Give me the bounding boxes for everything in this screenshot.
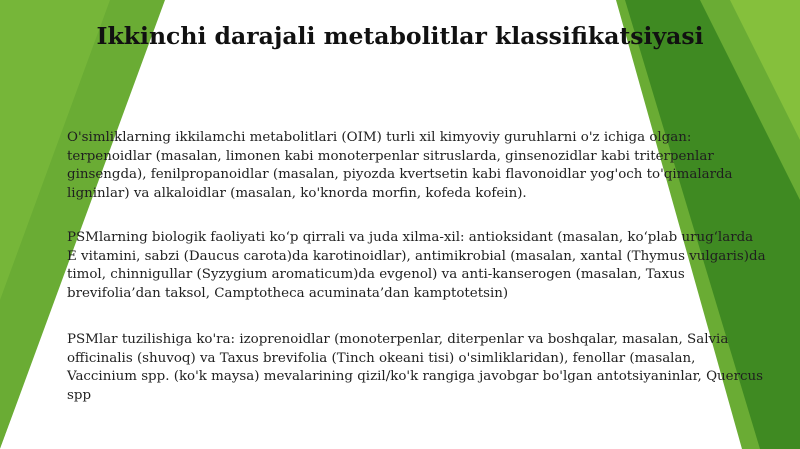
- paragraph-classification: O'simliklarning ikkilamchi metabolitlari (OIM) turli xil kimyoviy guruhlarni o'z ichiga olgan: terpenoidlar (masalan, limonen kabi monoterpenlar sitruslarda, ginsenozidlar kabi triterpenlar ginsengda), fenilpropanoidlar (masalan, piyozda kvertsetin kabi flavonoidlar yog'och to'qimalarda ligninlar) va alkaloidlar (masalan, ko'knorda morfin, kofeda kofein).: [67, 130, 733, 201]
- slide-title: Ikkinchi darajali metabolitlar klassifikatsiyasi: [96, 22, 704, 50]
- paragraph-structure: PSMlar tuzilishiga ko'ra: izoprenoidlar (monoterpenlar, diterpenlar va boshqalar, masalan, Salvia officinalis (shuvoq) va Taxus brevifolia (Tinch okeani tisi) o'simliklaridan), fenollar (masalan, Vaccinium spp. (ko'k maysa) mevalarining qizil/ko'k rangiga javobgar bo'lgan antotsiyaninlar, Quercus spp: [67, 332, 763, 403]
- paragraph-biological-activity: PSMlarning biologik faoliyati ko‘p qirrali va juda xilma-xil: antioksidant (masalan, ko‘plab urug‘larda E vitamini, sabzi (Daucus carota)da karotinoidlar), antimikrobial (masalan, xantal (Thymus vulgaris)da timol, chinnigullar (Syzygium aromaticum)da evgenol) va anti-kanserogen (masalan, Taxus brevifolia’dan taksol, Camptotheca acuminata’dan kamptotetsin): [67, 230, 766, 301]
